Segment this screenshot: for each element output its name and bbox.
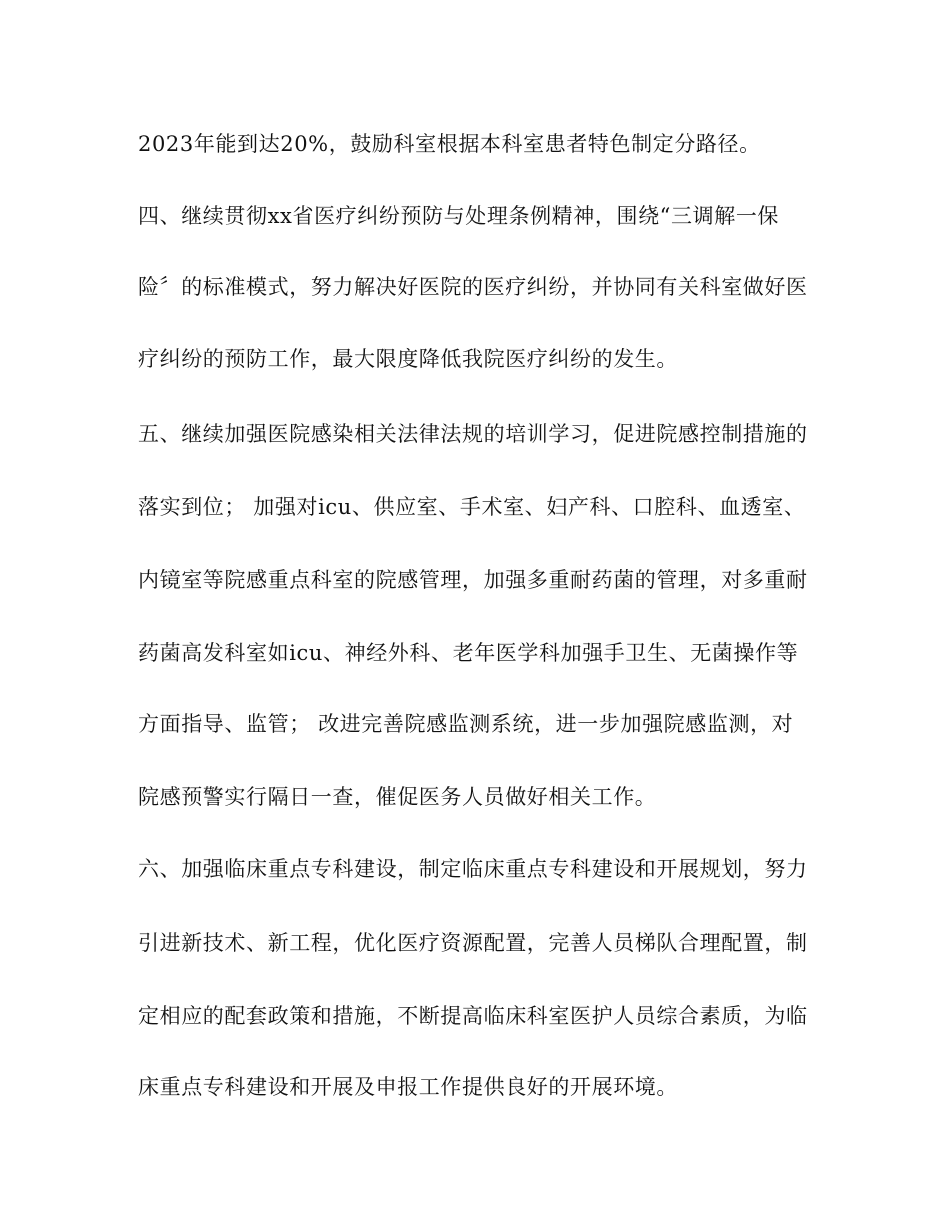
text-line: 引进新技术、新工程，优化医疗资源配置，完善人员梯队合理配置，制 <box>138 931 808 955</box>
text-line: 落实到位； 加强对icu、供应室、手术室、妇产科、口腔科、血透室、 <box>138 495 806 519</box>
text-line: 床重点专科建设和开展及申报工作提供良好的开展环境。 <box>138 1075 678 1099</box>
text-line: 四、继续贯彻xx省医疗纠纷预防与处理条例精神，围绕“三调解一保 <box>138 204 780 228</box>
text-line: 方面指导、监管； 改进完善院感监测系统，进一步加强院感监测，对 <box>138 712 794 736</box>
text-line: 内镜室等院感重点科室的院感管理，加强多重耐药菌的管理，对多重耐 <box>138 568 808 592</box>
text-line: 2023年能到达20%，鼓励科室根据本科室患者特色制定分路径。 <box>138 132 761 156</box>
text-line: 疗纠纷的预防工作，最大限度降低我院医疗纠纷的发生。 <box>138 347 678 371</box>
text-line: 药菌高发科室如icu、神经外科、老年医学科加强手卫生、无菌操作等 <box>138 641 799 665</box>
text-line: 定相应的配套政策和措施，不断提高临床科室医护人员综合素质，为临 <box>138 1004 808 1028</box>
text-line: 六、加强临床重点专科建设，制定临床重点专科建设和开展规划，努力 <box>138 857 808 881</box>
text-line: 险〞的标准模式，努力解决好医院的医疗纠纷，并协同有关科室做好医 <box>138 275 808 299</box>
text-line: 院感预警实行隔日一查，催促医务人员做好相关工作。 <box>138 785 657 809</box>
text-line: 五、继续加强医院感染相关法律法规的培训学习，促进院感控制措施的 <box>138 422 808 446</box>
